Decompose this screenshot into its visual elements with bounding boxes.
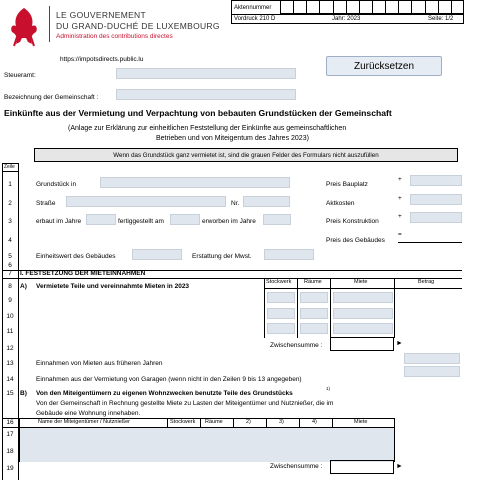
- garagen-label: Einnahmen aus der Vermietung von Garagen (wenn nicht in den Zeilen 9 bis 13 angegeben): [36, 376, 302, 383]
- col-miete: Miete: [354, 279, 368, 285]
- preis-gebaeude-total: [398, 242, 462, 243]
- table-a-cell[interactable]: [333, 323, 393, 334]
- zwischensumme-b-box: [330, 460, 394, 474]
- row-number: 5: [8, 253, 12, 260]
- row-number: 2: [8, 200, 12, 207]
- arrow-icon: ►: [396, 463, 403, 470]
- section-b-heading: Von den Miteigentümern zu eigenen Wohnzwecken benutzte Teile des Grundstücks: [36, 390, 293, 397]
- table-a-cell[interactable]: [300, 292, 328, 303]
- section-i-heading: I. FESTSETZUNG DER MIETEINNAHMEN: [20, 270, 146, 277]
- reset-button-label: Zurücksetzen: [353, 60, 415, 72]
- row-number: 15: [6, 390, 14, 397]
- fruehere-jahre-input[interactable]: [404, 353, 460, 364]
- col-stockwerk: Stockwerk: [266, 279, 292, 285]
- row-number: 11: [6, 328, 14, 335]
- einheitswert-input[interactable]: [132, 249, 182, 260]
- row-number: 12: [6, 345, 14, 352]
- erstattung-mwst-input[interactable]: [264, 249, 314, 260]
- notice-text: Wenn das Grundstück ganz vermietet ist, sind die grauen Felder des Formulars nicht auszufüllen: [113, 151, 379, 159]
- seite-label: Seite: 1/2: [428, 16, 454, 22]
- table-a-cell[interactable]: [333, 308, 393, 319]
- logo-divider: [49, 6, 50, 42]
- col-2: 2): [246, 419, 251, 425]
- preis-gebaeude-label: Preis des Gebäudes: [326, 237, 385, 244]
- website-url: https://impotsdirects.public.lu: [60, 56, 144, 63]
- table-b: [2, 418, 394, 462]
- erbaut-label: erbaut im Jahre: [36, 218, 82, 225]
- page-title: Einkünfte aus der Vermietung und Verpachtung von bebauten Grundstücken der Gemeinschaft: [4, 108, 392, 118]
- subtitle-line1: (Anlage zur Erklärung zur einheitlichen Feststellung der Einkünfte aus gemeinschaftlichen: [68, 125, 347, 132]
- table-a-cell[interactable]: [300, 308, 328, 319]
- aktennummer-cells[interactable]: [280, 0, 464, 14]
- zwischensumme-b-label: Zwischensumme :: [270, 463, 323, 470]
- row-number: 10: [6, 313, 14, 320]
- row-number: 1: [8, 181, 12, 188]
- table-a-cell[interactable]: [333, 292, 393, 303]
- plus-sign: +: [398, 176, 402, 183]
- steueramt-input[interactable]: [116, 68, 296, 79]
- row-number: 16: [6, 419, 14, 426]
- col-3: 3): [279, 419, 284, 425]
- notice-box: [34, 148, 458, 162]
- grundstueck-label: Grundstück in: [36, 181, 77, 188]
- table-a-cell[interactable]: [300, 323, 328, 334]
- col-name: Name der Miteigentümer / Nutznießer: [38, 419, 131, 425]
- vordruck-label: Vordruck 210 D: [234, 16, 276, 22]
- table-a-cell[interactable]: [267, 308, 295, 319]
- section-a-heading: Vermietete Teile und vereinnahmte Mieten in 2023: [36, 283, 190, 290]
- equals-sign: =: [398, 231, 402, 238]
- erworben-input[interactable]: [263, 214, 291, 225]
- aktennummer-label: Aktennummer: [234, 5, 272, 11]
- section-a-label: A): [20, 283, 27, 290]
- strasse-label: Straße: [36, 200, 56, 207]
- table-a-cell[interactable]: [267, 323, 295, 334]
- steueramt-label: Steueramt:: [4, 72, 36, 79]
- row-number: 19: [6, 465, 14, 472]
- gemeinschaft-input[interactable]: [116, 89, 296, 100]
- row-number: 4: [8, 237, 12, 244]
- org-line3: Administration des contributions directes: [56, 33, 173, 40]
- nr-input[interactable]: [243, 196, 290, 207]
- footnote-1: 1): [326, 386, 331, 391]
- row-number: 7: [8, 270, 12, 277]
- fertiggestellt-input[interactable]: [170, 214, 200, 225]
- section-b-label: B): [20, 390, 27, 397]
- aktennummer-box: [231, 0, 464, 24]
- org-line1: LE GOUVERNEMENT: [56, 10, 146, 20]
- gemeinschaft-label: Bezeichnung der Gemeinschaft :: [4, 94, 99, 101]
- luxembourg-coat-of-arms-logo: [4, 4, 44, 48]
- row-number: 9: [8, 297, 12, 304]
- row-number: 17: [6, 431, 14, 438]
- row-number: 18: [6, 448, 14, 455]
- org-line2: DU GRAND-DUCHÉ DE LUXEMBOURG: [56, 21, 220, 31]
- plus-sign: +: [398, 213, 402, 220]
- preis-bauplatz-label: Preis Bauplatz: [326, 181, 368, 188]
- subtitle-line2: Betrieben und von Miteigentum des Jahres 2023): [156, 135, 309, 142]
- col-miete-b: Miete: [354, 419, 368, 425]
- col-raeume-b: Räume: [205, 419, 223, 425]
- zeile-header: Zeile: [4, 164, 15, 170]
- col-stockwerk-b: Stockwerk: [170, 419, 196, 425]
- zwischensumme-a-label: Zwischensumme :: [270, 342, 323, 349]
- col-4: 4): [312, 419, 317, 425]
- row-number: 6: [8, 262, 12, 269]
- erworben-label: erworben im Jahre: [202, 218, 256, 225]
- section-b-desc2: Gebäude eine Wohnung innehaben.: [36, 410, 141, 417]
- aktkosten-label: Aktkosten: [326, 200, 355, 207]
- col-betrag: Betrag: [418, 279, 435, 285]
- row-number: 3: [8, 218, 12, 225]
- plus-sign: +: [398, 195, 402, 202]
- betrag-input[interactable]: [404, 366, 460, 377]
- preis-konstruktion-input[interactable]: [410, 212, 462, 223]
- fertiggestellt-label: fertiggestellt am: [118, 218, 164, 225]
- preis-konstruktion-label: Preis Konstruktion: [326, 218, 379, 225]
- reset-button[interactable]: [326, 56, 442, 76]
- grundstueck-input[interactable]: [100, 177, 290, 188]
- fruehere-jahre-label: Einnahmen von Mieten aus früheren Jahren: [36, 360, 163, 367]
- row-number: 14: [6, 376, 14, 383]
- jahr-label: Jahr: 2023: [332, 16, 361, 22]
- nr-label: Nr.: [231, 200, 240, 207]
- erstattung-mwst-label: Erstattung der Mwst.: [192, 253, 252, 260]
- row-number: 8: [8, 283, 12, 290]
- strasse-input[interactable]: [66, 196, 226, 207]
- zwischensumme-a-box: [330, 337, 394, 351]
- table-a-cell[interactable]: [267, 292, 295, 303]
- arrow-icon: ►: [396, 340, 403, 347]
- section-b-desc1: Von der Gemeinschaft in Rechnung gestellte Miete zu Lasten der Miteigentümer und Nutznießer, die im: [36, 400, 334, 407]
- aktkosten-input[interactable]: [410, 194, 462, 205]
- row-number: 13: [6, 360, 14, 367]
- col-raeume: Räume: [304, 279, 322, 285]
- table-b-fill[interactable]: [20, 428, 394, 462]
- einheitswert-label: Einheitswert des Gebäudes: [36, 253, 116, 260]
- erbaut-input[interactable]: [86, 214, 116, 225]
- preis-bauplatz-input[interactable]: [410, 175, 462, 186]
